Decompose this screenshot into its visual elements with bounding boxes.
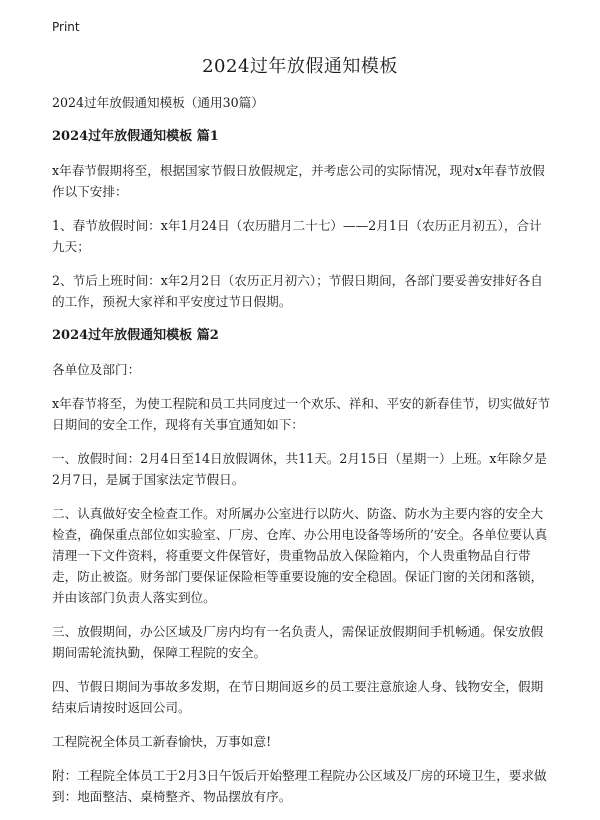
document-subtitle: 2024过年放假通知模板（通用30篇） — [52, 95, 264, 110]
paragraph: x年春节将至，为使工程院和员工共同度过一个欢乐、祥和、平安的新春佳节，切实做好节日期间的安全工作，现将有关事宜通知如下： — [52, 396, 551, 432]
paragraph: 一、放假时间：2月4日至14日放假调休，共11天。2月15日（星期一）上班。x年除夕是2月7日，是属于国家法定节假日。 — [52, 451, 547, 487]
paragraph: 三、放假期间，办公区域及厂房内均有一名负责人，需保证放假期间手机畅通。保安放假期间需轮流执勤，保障工程院的安全。 — [52, 624, 544, 660]
paragraph: 四、节假日期间为事故多发期，在节日期间返乡的员工要注意旅途人身、钱物安全，假期结束后请按时返回公司。 — [52, 679, 544, 715]
document-body — [52, 92, 552, 820]
section-heading-1: 2024过年放假通知模板 篇1 — [52, 129, 219, 144]
print-link[interactable]: Print — [52, 20, 80, 34]
paragraph: 工程院祝全体员工新春愉快，万事如意! — [52, 734, 272, 749]
document-title: 2024过年放假通知模板 — [202, 56, 398, 77]
paragraph: 附：工程院全体员工于2月3日午饭后开始整理工程院办公区域及厂房的环境卫生，要求做到：地面整洁、桌椅整齐、物品摆放有序。 — [52, 768, 547, 804]
paragraph: x年春节假期将至，根据国家节假日放假规定，并考虑公司的实际情况，现对x年春节放假作以下安排： — [52, 163, 545, 199]
paragraph: 2、节后上班时间：x年2月2日（农历正月初六）；节假日期间，各部门要妥善安排好各自的工作，预祝大家祥和平安度过节日假期。 — [52, 273, 543, 309]
section-heading-2: 2024过年放假通知模板 篇2 — [52, 328, 219, 343]
paragraph: 各单位及部门： — [52, 362, 141, 377]
paragraph: 1、春节放假时间：x年1月24日（农历腊月二十七）——2月1日（农历正月初五），合计九天； — [52, 218, 542, 254]
paragraph: 二、认真做好安全检查工作。对所属办公室进行以防火、防盗、防水为主要内容的安全大检查，确保重点部位如实验室、厂房、仓库、办公用电设备等场所的’安全。各单位要认真清理一下文件资料，将重要文件保管好，贵重物品放入保险箱内，个人贵重物品自行带走，防止被盗。财务部门要保证保险柜等重要设施的安全稳固。保证门窗的关闭和落锁，并由该部门负责人落实到位。 — [52, 506, 548, 605]
